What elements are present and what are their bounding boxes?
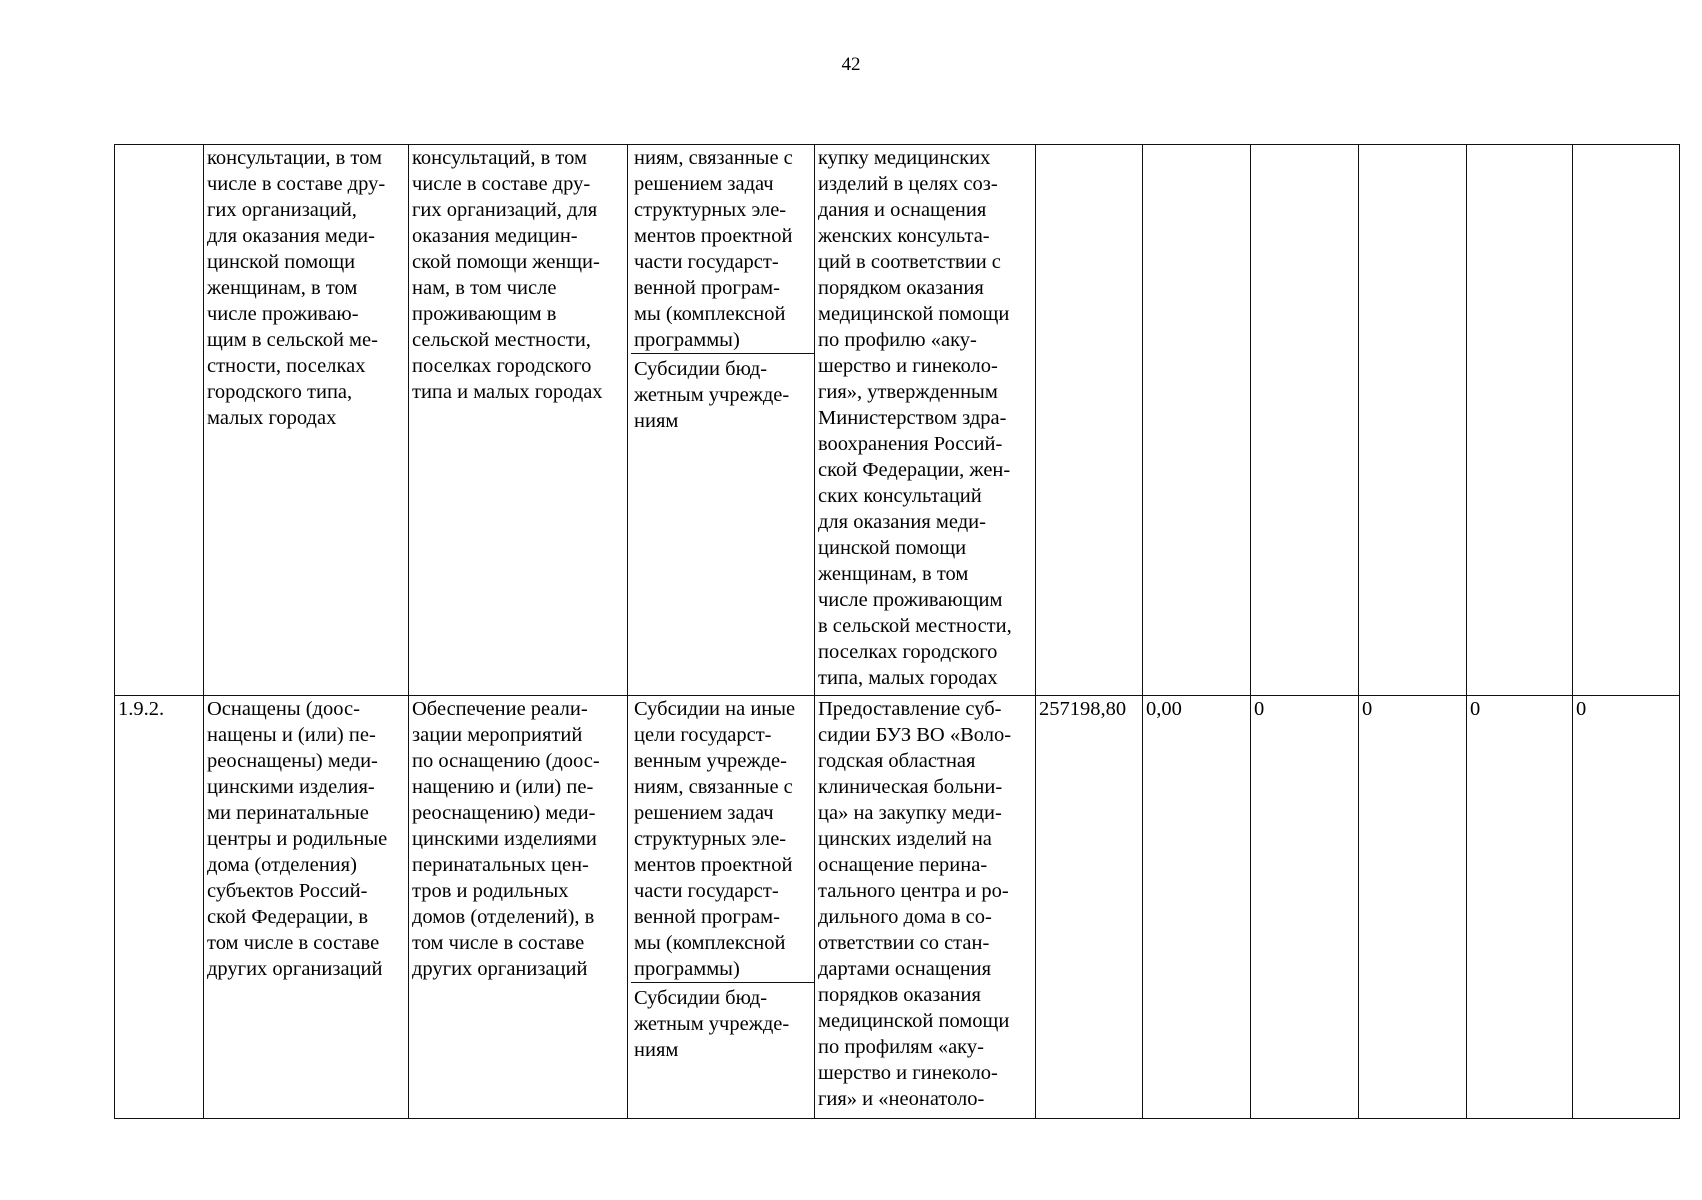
amount-cell xyxy=(1251,145,1359,696)
row-number-cell: 1.9.2. xyxy=(115,696,204,1119)
amount-cell xyxy=(1143,145,1251,696)
funding-source-secondary: Субсидии бюд- жетным учрежде- ниям xyxy=(634,987,790,1061)
amount-cell: 257198,80 xyxy=(1036,696,1143,1119)
row-number-cell xyxy=(115,145,204,696)
amount-cell xyxy=(1359,145,1467,696)
table-row xyxy=(115,145,1680,696)
funding-source-primary: ниям, связанные с решением задач структурных эле- ментов проектной части государст- венной програм- мы (комплексной программы) xyxy=(631,145,814,354)
amount-cell: 0,00 xyxy=(1143,696,1251,1119)
result-cell: Оснащены (доос- нащены и (или) пе- реоснащены) меди- цинскими изделия- ми перинатальные центры и родильные дома (отделения) субъектов Россий- ской Федерации, в том числе в составе других организаций xyxy=(204,696,409,1119)
funding-source-cell xyxy=(628,696,815,1119)
amount-cell: 0 xyxy=(1573,696,1680,1119)
program-table xyxy=(114,144,1680,1119)
amount-cell: 0 xyxy=(1359,696,1467,1119)
amount-cell: 0 xyxy=(1251,696,1359,1119)
page-number: 42 xyxy=(841,54,861,75)
amount-cell xyxy=(1467,145,1573,696)
amount-cell xyxy=(1573,145,1680,696)
amount-cell xyxy=(1036,145,1143,696)
result-cell: консультации, в том числе в составе дру- гих организаций, для оказания меди- цинской помощи женщинам, в том числе проживаю- щим в сельской ме- стности, поселках городского типа, малых городах xyxy=(204,145,409,696)
funding-source-secondary: Субсидии бюд- жетным учрежде- ниям xyxy=(634,358,790,432)
table-row xyxy=(115,696,1680,1119)
description-cell: Предоставление суб- сидии БУЗ ВО «Воло- годская областная клиническая больни- ца» на закупку меди- цинских изделий на оснащение перина- тального центра и ро- дильного дома в со- ответствии со стан- дартами оснащения порядков оказания медицинской помощи по профилям «аку- шерство и гинеколо- гия» и «неонатоло- xyxy=(815,696,1036,1119)
description-cell: купку медицинских изделий в целях соз- дания и оснащения женских консульта- ций в соответствии с порядком оказания медицинской помощи по профилю «аку- шерство и гинеколо- гия», утвержденным Министерством здра- воохранения Россий- ской Федерации, жен- ских консультаций для оказания меди- цинской помощи женщинам, в том числе проживающим в сельской местности, поселках городского типа, малых городах xyxy=(815,145,1036,696)
funding-source-cell xyxy=(628,145,815,696)
activity-cell: консультаций, в том числе в составе дру- гих организаций, для оказания медицин- ской помощи женщи- нам, в том числе проживающим в сельской местности, поселках городского типа и малых городах xyxy=(409,145,628,696)
amount-cell: 0 xyxy=(1467,696,1573,1119)
activity-cell: Обеспечение реали- зации мероприятий по оснащению (доос- нащению и (или) пе- реоснащению) меди- цинскими изделиями перинатальных цен- тров и родильных домов (отделений), в том числе в составе других организаций xyxy=(409,696,628,1119)
funding-source-primary: Субсидии на иные цели государст- венным учрежде- ниям, связанные с решением задач структурных эле- ментов проектной части государст- венной програм- мы (комплексной программы) xyxy=(631,696,814,983)
